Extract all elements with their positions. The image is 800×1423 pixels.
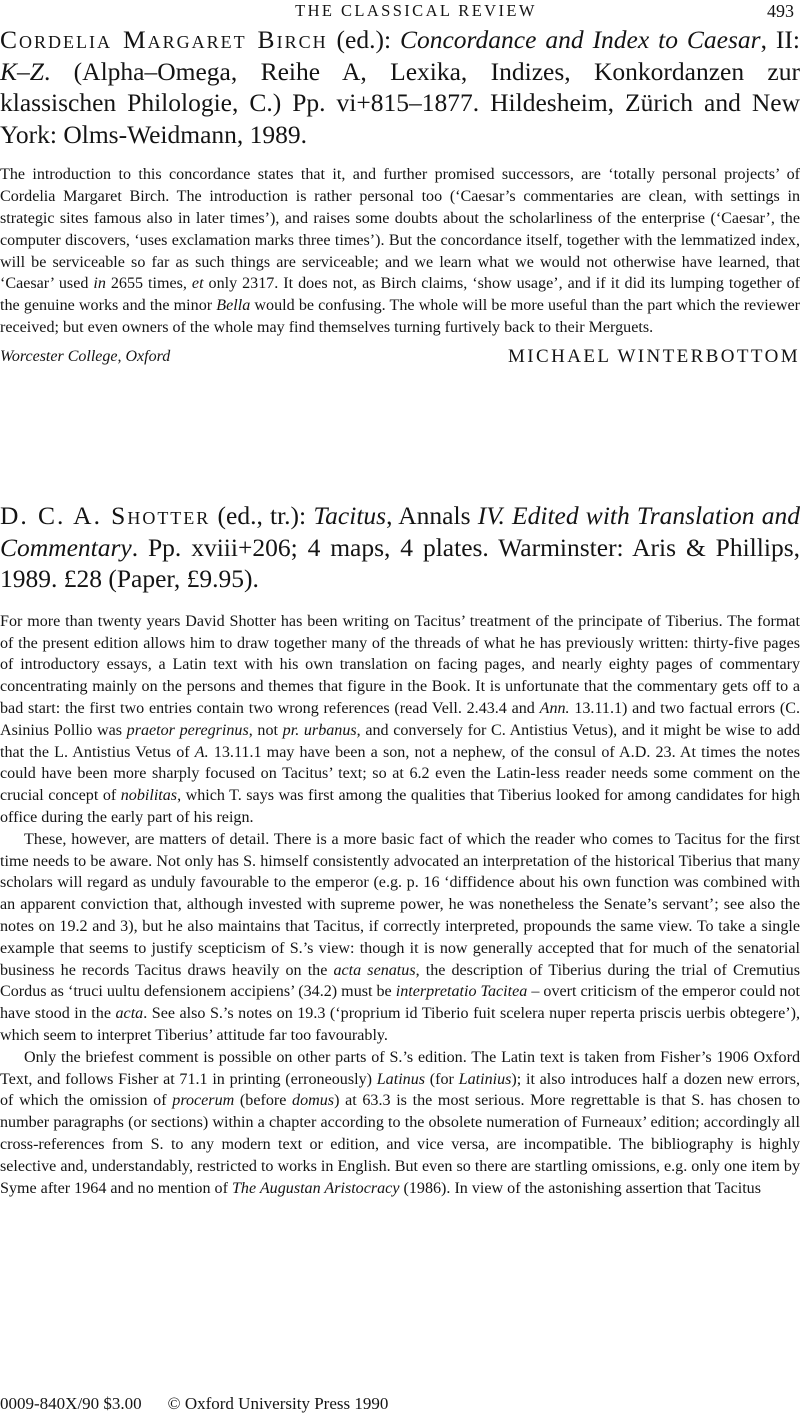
review-signature — [0, 344, 800, 374]
book-title: Concordance and Index to Caesar — [399, 25, 761, 54]
italic-term: interpretatio Tacitea — [395, 983, 528, 1001]
journal-title: THE CLASSICAL REVIEW — [295, 1, 537, 20]
text-run: These, however, are matters of detail. There is a more basic fact of which the reader who comes to Tacitus for the first time needs to be aware. Not only has S. himself consistently advocated an interpretation of the historical Tiberius that many scholars will regard as unduly favourable to the emperor (e.g. p. 16 ‘diffidence about his own function was combined with an apparent conviction that, although invested with supreme power, he was nonetheless the Senate’s servant’; see also the notes on 19.2 and 3), but he also maintains that Tacitus, if correctly interpreted, propounds the same view. To take a single example that seems to justify scepticism of S.’s view: though it is now generally accepted that for much of the senatorial business he records Tacitus draws heavily on the — [0, 830, 800, 979]
review-shotter — [0, 500, 800, 1199]
review-author: D. C. A. Shotter — [0, 501, 211, 530]
copyright-line: © Oxford University Press 1990 — [167, 1394, 389, 1413]
page-footer — [0, 1393, 800, 1415]
text-run: Only the briefest comment is possible on other parts of S.’s edition. The Latin text is taken from Fisher’s 1906 Oxford Text, and follows Fisher at 71.1 in printing (erroneously) — [0, 1048, 800, 1088]
text-run: ) at 63.3 is the most serious. More regrettable is that S. has chosen to number paragraphs (or sections) within a chapter according to the obsolete numeration of Furneaux’ edition; accordingly all cross-references from S. to any modern text or edition, and vice versa, are incompatible. The bibliography is highly selective and, understandably, restricted to works in English. But even so there are startling omissions, e.g. only one item by Syme after 1964 and no mention of — [0, 1092, 800, 1197]
text-run: . See also S.’s notes on 19.3 (‘proprium id Tiberio fuit scelera nuper reperta priscis uerbis obtegere’), which seem to interpret Tiberius’ attitude far too favourably. — [0, 1005, 800, 1044]
review-paragraph — [0, 164, 800, 338]
text-run: , and conversely for C. Antistius Vetus), and it might be wise to add that the L. Antistius Vetus of — [0, 721, 800, 761]
reviewer-name: MICHAEL WINTERBOTTOM — [508, 345, 800, 367]
text-run: , the description of Tiberius during the trial of Cremutius Cordus as ‘truci uultu defensionem accipiens’ (34.2) must be — [0, 961, 800, 1001]
text-run: The introduction to this concordance states that it, and further promised successors, are ‘totally personal projects’ of Cordelia Margaret Birch. The introduction is rather personal too (‘Caesar’s commentaries are clean, with settings in strategic sites famous also in later times’), and raises some doubts about the scholarliness of the enterprise (‘Caesar’, the computer discovers, ‘uses exclamation marks three times’). But the concordance itself, together with the lemmatized index, will be serviceable so far as such things are serviceable; and we learn what we would not otherwise have learned, that ‘Caesar’ used — [0, 166, 800, 293]
volume-range: K–Z — [0, 56, 44, 86]
heading-text: (ed., tr.): — [210, 501, 314, 530]
italic-term: pr. urbanus — [282, 721, 357, 739]
review-author: Cordelia Margaret Birch — [0, 25, 328, 54]
italic-term: A. — [194, 743, 209, 761]
page-number: 493 — [767, 1, 794, 21]
italic-term: Bella — [216, 297, 251, 315]
italic-term: Ann. — [539, 699, 570, 717]
italic-term: Latinus — [376, 1070, 426, 1088]
italic-term: acta senatus — [333, 961, 416, 979]
text-run: 13.11.1) and two factual errors (C. Asinius Pollio was — [0, 699, 800, 739]
text-run: (for — [425, 1070, 459, 1088]
italic-term: et — [191, 275, 204, 293]
review-heading — [0, 24, 800, 150]
italic-term: acta — [115, 1005, 144, 1023]
text-run: , which T. says was first among the qualities that Tiberius looked for among candidates for high office during the early part of his reign. — [0, 787, 800, 826]
reviewer-affiliation: Worcester College, Oxford — [0, 347, 171, 365]
issn-price: 0009-840X/90 $3.00 — [0, 1394, 142, 1413]
book-subtitle: IV. Edited with Translation and Commentary — [0, 501, 800, 562]
text-run: ); it also introduces half a dozen new errors, of which the omission of — [0, 1070, 800, 1110]
heading-text: , II: — [760, 25, 800, 54]
text-run: For more than twenty years David Shotter has been writing on Tacitus’ treatment of the principate of Tiberius. The format of the present edition allows him to draw together many of the threads of what he has previously written: thirty-five pages of introductory essays, a Latin text with his own translation on facing pages, and nearly eighty pages of commentary concentrating mainly on the persons and themes that figure in the Book. It is unfortunate that the commentary gets off to a bad start: the first two entries contain two wrong references (read Vell. 2.43.4 and — [0, 612, 800, 717]
italic-term: in — [93, 275, 106, 293]
italic-term: praetor peregrinus — [126, 721, 249, 739]
publication-details: . Pp. xviii+206; 4 maps, 4 plates. Warminster: Aris & Phillips, 1989. £28 (Paper, £9.95). — [0, 532, 800, 594]
text-run: – overt criticism of the emperor could not have stood in the — [0, 983, 800, 1023]
text-run: would be confusing. The whole will be more useful than the part which the reviewer received; but even owners of the whole may find themselves turning furtively back to their Merguets. — [0, 297, 800, 336]
publication-details: . (Alpha–Omega, Reihe A, Lexika, Indizes, Konkordanzen zur klassischen Philologie, C.) Pp. vi+815–1877. Hildesheim, Zürich and New York: Olms-Weidmann, 1989. — [0, 56, 800, 149]
text-run: 13.11.1 may have been a son, not a nephew, of the consul of A.D. 23. At times the notes could have been more sharply focused on Tacitus’ text; so at 6.2 even the Latin-less reader needs some comment on the crucial concept of — [0, 743, 800, 805]
italic-term: The Augustan Aristocracy — [231, 1179, 400, 1197]
heading-text: (ed.): — [327, 25, 400, 54]
review-heading — [0, 500, 800, 595]
review-birch — [0, 24, 800, 374]
review-paragraph — [0, 829, 800, 1047]
text-run: 2655 times, — [105, 275, 192, 293]
text-run: only 2317. It does not, as Birch claims, ‘show usage’, and if it did its lumping together of the genuine works and the minor — [0, 275, 800, 315]
text-run: (before — [234, 1092, 293, 1110]
text-run: (1986). In view of the astonishing assertion that Tacitus — [399, 1179, 761, 1197]
heading-text: , Annals — [386, 501, 478, 530]
italic-term: Latinius — [458, 1070, 512, 1088]
italic-term: procerum — [172, 1092, 235, 1110]
review-paragraph — [0, 1047, 800, 1200]
text-run: , not — [248, 721, 283, 739]
running-head — [0, 0, 800, 24]
italic-term: domus — [292, 1092, 335, 1110]
review-paragraph — [0, 611, 800, 829]
italic-term: nobilitas — [120, 787, 178, 805]
book-title: Tacitus — [313, 501, 387, 530]
